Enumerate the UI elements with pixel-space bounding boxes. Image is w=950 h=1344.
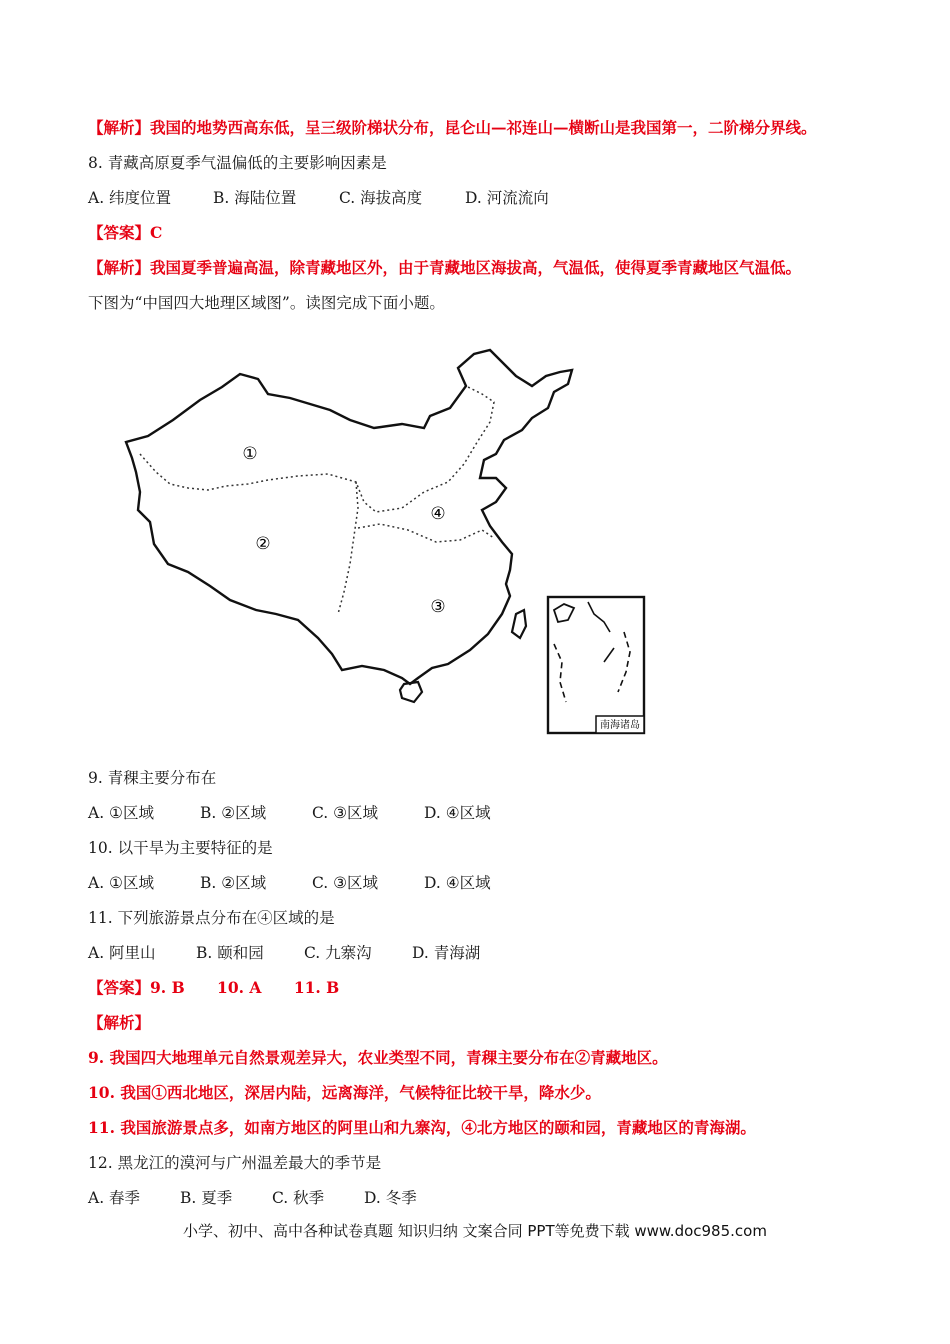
analysis-10: 10. 我国①西北地区，深居内陆，远离海洋，气候特征比较干旱，降水少。 (88, 1083, 601, 1102)
option-d: D. 冬季 (364, 1189, 417, 1207)
option-a: A. ①区域 (88, 804, 154, 822)
boundary-tibet (338, 482, 358, 614)
option-d: D. ④区域 (424, 874, 491, 892)
question-9: 9. 青稞主要分布在 (88, 769, 217, 787)
region-label-3: ③ (430, 597, 446, 617)
option-b: B. 夏季 (180, 1189, 233, 1207)
option-a: A. ①区域 (88, 874, 154, 892)
option-d: D. 青海湖 (412, 944, 481, 962)
question-8: 8. 青藏高原夏季气温偏低的主要影响因素是 (88, 154, 387, 172)
option-b: B. 海陆位置 (213, 189, 297, 207)
option-b: B. ②区域 (200, 874, 267, 892)
boundary-north-south (358, 524, 494, 542)
question-11-options (88, 943, 480, 963)
option-c: C. ③区域 (312, 804, 379, 822)
option-d: D. 河流流向 (465, 189, 549, 207)
map-intro: 下图为“中国四大地理区域图”。读图完成下面小题。 (88, 294, 445, 312)
hainan-island (400, 682, 422, 702)
question-8-options (88, 188, 549, 208)
answer-8: 【答案】C (88, 223, 163, 242)
option-c: C. 秋季 (272, 1189, 325, 1207)
region-label-4: ④ (430, 504, 446, 524)
question-10: 10. 以干旱为主要特征的是 (88, 839, 273, 857)
option-a: A. 阿里山 (88, 944, 156, 962)
option-c: C. ③区域 (312, 874, 379, 892)
china-regions-map (118, 332, 658, 742)
question-11: 11. 下列旅游景点分布在④区域的是 (88, 909, 335, 927)
option-a: A. 纬度位置 (88, 189, 172, 207)
analysis-9: 9. 我国四大地理单元自然景观差异大，农业类型不同，青稞主要分布在②青藏地区。 (88, 1048, 668, 1067)
option-a: A. 春季 (88, 1189, 141, 1207)
option-d: D. ④区域 (424, 804, 491, 822)
region-label-2: ② (255, 534, 271, 554)
south-sea-inset (548, 597, 644, 733)
china-outline (126, 350, 572, 684)
option-c: C. 海拔高度 (339, 189, 423, 207)
page-footer: 小学、初中、高中各种试卷真题 知识归纳 文案合同 PPT等免费下载 www.doc985.com (183, 1222, 767, 1240)
option-c: C. 九寨沟 (304, 944, 372, 962)
option-b: B. 颐和园 (196, 944, 264, 962)
question-12-options (88, 1188, 417, 1208)
analysis-11: 11. 我国旅游景点多，如南方地区的阿里山和九寨沟，④北方地区的颐和园，青藏地区的青海湖。 (88, 1118, 756, 1137)
region-label-1: ① (242, 444, 258, 464)
inset-label: 南海诸岛 (600, 720, 640, 731)
analysis-8: 【解析】我国夏季普遍高温，除青藏地区外，由于青藏地区海拔高，气温低，使得夏季青藏地区气温低。 (88, 258, 802, 277)
option-b: B. ②区域 (200, 804, 267, 822)
question-9-options (88, 803, 491, 823)
analysis-7: 【解析】我国的地势西高东低，呈三级阶梯状分布，昆仑山—祁连山—横断山是我国第一，二阶梯分界线。 (88, 118, 817, 137)
question-12: 12. 黑龙江的漠河与广州温差最大的季节是 (88, 1154, 382, 1172)
taiwan-island (512, 610, 526, 638)
analysis-heading: 【解析】 (88, 1013, 151, 1032)
question-10-options (88, 873, 491, 893)
answer-9-11: 【答案】9. B 10. A 11. B (88, 978, 340, 997)
